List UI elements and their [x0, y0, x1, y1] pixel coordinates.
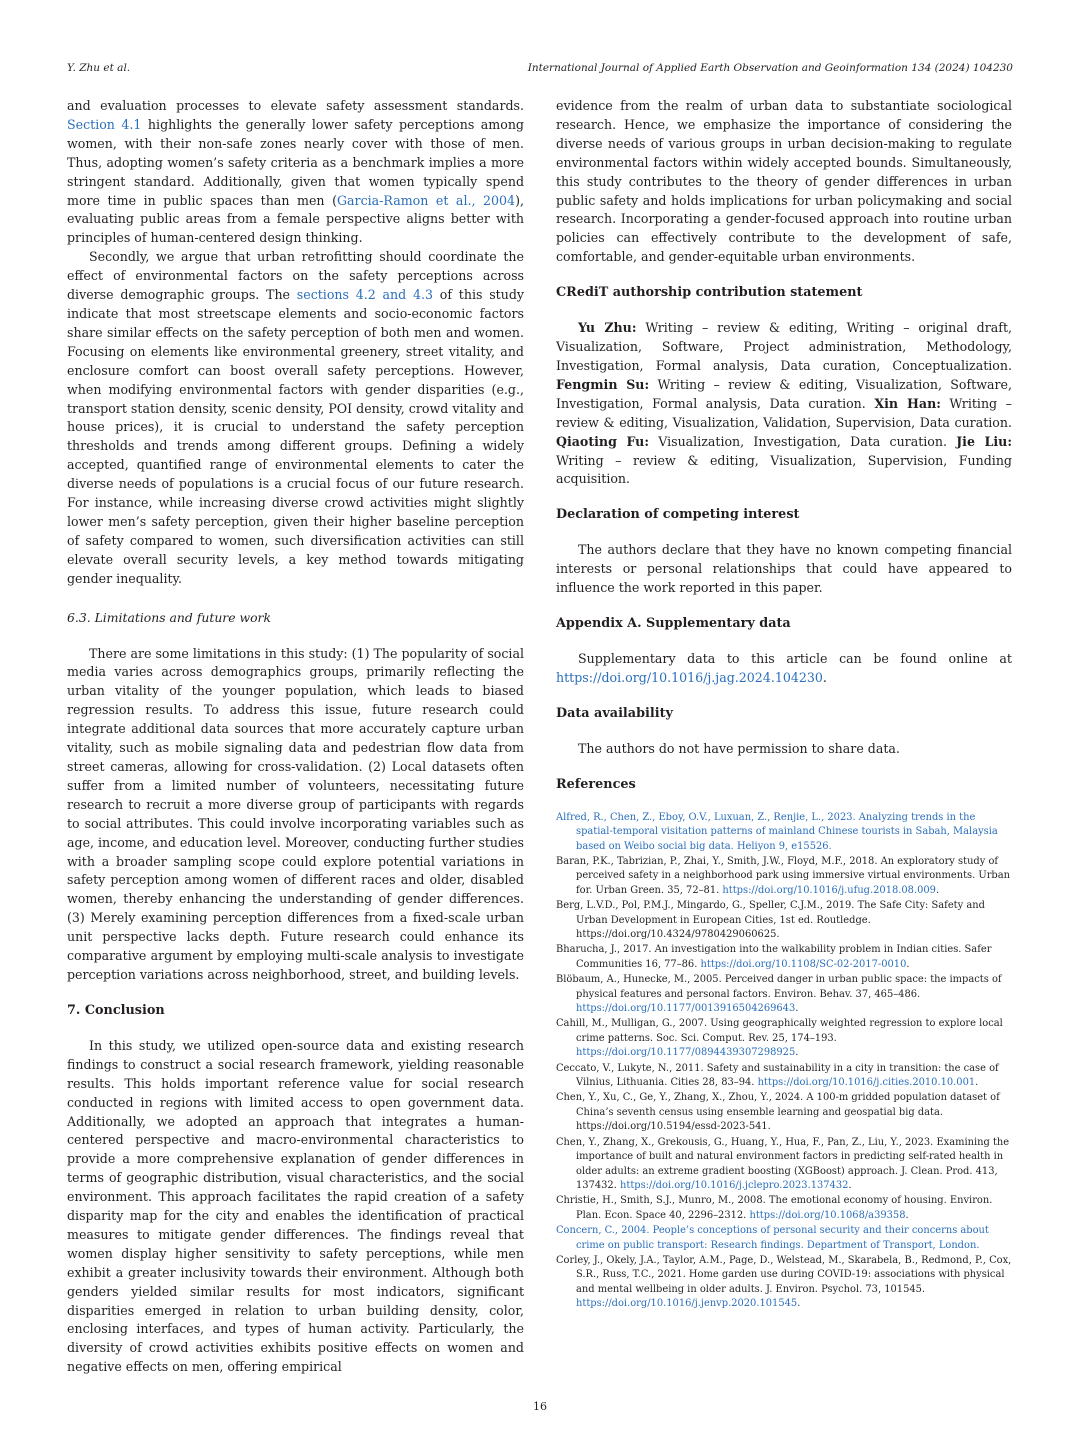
reference-item: Corley, J., Okely, J.A., Taylor, A.M., Page, D., Welstead, M., Skarabela, B., Redmond, P., Cox, S.R., Russ, T.C., 2021. Home garden use during COVID-19: associations with physical and mental wellbeing in older adults. J. Environ. Psychol. 73, 101545. https://doi.org/10.1016/j.jenvp.2020.101545.: [556, 1254, 1012, 1310]
paragraph: There are some limitations in this study: (1) The popularity of social media varies across demographics groups, primarily reflecting the urban vitality of the younger population, which leads to biased regression results. To address this issue, future research could integrate additional data sources that more accurately capture urban vitality, such as mobile signaling data and pedestrian flow data from street cameras, allowing for cross-validation. (2) Local datasets often suffer from a limited number of volunteers, necessitating future research to recruit a more diverse group of participants with regards to social attributes. This could involve incorporating variables such as age, income, and education level. Moreover, conducting further studies with a broader sampling scope could explore potential variations in safety perception among women of different races and older, disabled women, thereby enhancing the understanding of gender differences. (3) Merely examining perception differences from a fixed-scale urban unit perspective lacks depth. Future research could enhance its comparative argument by employing multi-scale analysis to investigate perception variations across neighborhood, street, and building levels.: [67, 645, 525, 982]
reference-item: [556, 1091, 1012, 1134]
reference-text[interactable]: Alfred, R., Chen, Z., Eboy, O.V., Luxuan, Z., Renjie, L., 2023. Analyzing trends in the spatial-temporal visitation patterns of mainland Chinese tourists in Sabah, Malaysia based on Weibo social big data. Heliyon 9, e15526.: [556, 811, 998, 852]
doi-link[interactable]: https://doi.org/10.1108/SC-02-2017-0010: [700, 958, 907, 970]
reference-text: Berg, L.V.D., Pol, P.M.J., Mingardo, G., Speller, C.J.M., 2019. The Safe City: Safety and Urban Development in European Cities, 1st ed. Routledge. https://doi.org/10.4324/9780429060625.: [556, 900, 985, 940]
reference-text[interactable]: Concern, C., 2004. People’s conceptions of personal security and their concerns about crime on public transport: Research findings. Department of Transport, London.: [556, 1225, 989, 1251]
doi-link[interactable]: https://doi.org/10.1177/0894439307298925: [576, 1047, 796, 1059]
reference-item: Chen, Y., Zhang, X., Grekousis, G., Huang, Y., Hua, F., Pan, Z., Liu, Y., 2023. Examining the importance of built and natural environment factors in predicting self-rated health in older adults: an extreme gradient boosting (XGBoost) approach. J. Clean. Prod. 413, 137432. https://doi.org/10.1016/j.jclepro.2023.137432.: [556, 1136, 1010, 1191]
text: Secondly, we argue that urban retrofitting should coordinate the effect of environmental factors on the safety perceptions across diverse demographic groups. The: [67, 249, 524, 303]
section-heading: 7. Conclusion: [67, 1002, 165, 1018]
credit-statement: [556, 319, 1012, 489]
left-column: [67, 97, 524, 1377]
text: Writing – review & editing, Visualization, Supervision, Funding acquisition.: [556, 452, 1012, 487]
doi-link[interactable]: https://doi.org/10.1016/j.ufug.2018.08.009: [722, 884, 936, 896]
paragraph: evidence from the realm of urban data to substantiate sociological research. Hence, we emphasize the importance of considering the diverse needs of various groups in urban decision-making to regulate environmental factors within widely accepted bounds. Simultaneously, this study contributes to the theory of gender differences in urban public safety and holds implications for urban policymaking and social research. Incorporating a gender-focused approach into routine urban policies can effectively contribute to the development of safe, comfortable, and gender-equitable urban environments.: [556, 98, 1012, 265]
reference-text: Bharucha, J., 2017. An investigation into the walkability problem in Indian cities. Safer Communities 16, 77–86.: [556, 944, 992, 970]
text: .: [822, 669, 827, 685]
reference-item: [556, 899, 1012, 942]
reference-text: Chen, Y., Zhang, X., Grekousis, G., Huang, Y., Hua, F., Pan, Z., Liu, Y., 2023. Examining the importance of built and natural environment factors in predicting self-rated health in older adults: an extreme gradient boosting (XGBoost) approach. J. Clean. Prod. 413, 137432.: [556, 1136, 1010, 1191]
reference-item: Blöbaum, A., Hunecke, M., 2005. Perceived danger in urban public space: the impacts of physical features and personal factors. Environ. Behav. 37, 465–486. https://doi.org/10.1177/0013916504269643.: [556, 974, 1002, 1015]
reference-list: [556, 811, 1012, 1312]
reference-item: Baran, P.K., Tabrizian, P., Zhai, Y., Smith, J.W., Floyd, M.F., 2018. An exploratory study of perceived safety in a neighborhood park using immersive virtual environments. Urban for. Urban Green. 35, 72–81. https://doi.org/10.1016/j.ufug.2018.08.009.: [556, 855, 1010, 896]
text: Writing – review & editing, Visualization, Validation, Supervision, Data curation.: [556, 395, 1012, 430]
section-heading: References: [556, 776, 636, 792]
paragraph: [67, 97, 524, 248]
text: highlights the generally lower safety perceptions among women, with their non-safe zones nearly cover with those of men. Thus, adopting women’s safety criteria as a benchmark implies a more stringent standard. Additionally, given that women typically spend more time in public spaces than men (: [67, 116, 524, 208]
paragraph: [67, 248, 524, 588]
reference-text: Cahill, M., Mulligan, G., 2007. Using geographically weighted regression to explore local crime patterns. Soc. Sci. Comput. Rev. 25, 174–193.: [556, 1018, 1003, 1044]
author-name: Fengmin Su:: [556, 376, 650, 392]
reference-text: Christie, H., Smith, S.J., Munro, M., 2008. The emotional economy of housing. Environ. Plan. Econ. Space 40, 2296–2312.: [556, 1195, 993, 1221]
doi-link[interactable]: https://doi.org/10.1177/0013916504269643: [576, 1003, 796, 1015]
citation-link[interactable]: Garcia-Ramon et al., 2004: [336, 192, 516, 208]
subsection-heading: 6.3. Limitations and future work: [67, 609, 271, 625]
reference-item: Bharucha, J., 2017. An investigation into the walkability problem in Indian cities. Safer Communities 16, 77–86. https://doi.org/10.1108/SC-02-2017-0010.: [556, 944, 992, 970]
text: Writing – review & editing, Writing – original draft, Visualization, Software, Project administration, Methodology, Investigation, Formal analysis, Data curation, Conceptualization.: [556, 320, 1013, 373]
paragraph: The authors declare that they have no known competing financial interests or personal relationships that could have appeared to influence the work reported in this paper.: [556, 542, 1012, 596]
text: ), evaluating public areas from a female perspective aligns better with principles of human-centered design thinking.: [67, 192, 524, 246]
right-column: [556, 97, 1012, 1313]
reference-text: Ceccato, V., Lukyte, N., 2011. Safety and sustainability in a city in transition: the case of Vilnius, Lithuania. Cities 28, 83–94.: [556, 1062, 999, 1089]
author-name: Qiaoting Fu:: [556, 433, 649, 449]
reference-item[interactable]: [556, 811, 1012, 854]
reference-text: Corley, J., Okely, J.A., Taylor, A.M., Page, D., Welstead, M., Skarabela, B., Redmond, P., Cox, S.R., Russ, T.C., 2021. Home garden use during COVID-19: associations with physical and mental wellbeing in older adults. J. Environ. Psychol. 73, 101545.: [556, 1254, 1012, 1295]
reference-item: Christie, H., Smith, S.J., Munro, M., 2008. The emotional economy of housing. Environ. Plan. Econ. Space 40, 2296–2312. https://doi.org/10.1068/a39358.: [556, 1195, 993, 1221]
section-link[interactable]: Section 4.1: [67, 116, 142, 132]
author-header: Y. Zhu et al.: [67, 62, 131, 74]
text: and evaluation processes to elevate safety assessment standards.: [67, 98, 524, 113]
text: Visualization, Investigation, Data curation.: [649, 433, 957, 449]
paragraph: The authors do not have permission to share data.: [578, 740, 900, 756]
paragraph: [556, 650, 1012, 688]
reference-item[interactable]: [556, 1224, 1012, 1253]
doi-link[interactable]: https://doi.org/10.1016/j.jclepro.2023.137432: [619, 1179, 849, 1191]
author-name: Jie Liu:: [956, 433, 1012, 449]
text: of this study indicate that most streetscape elements and socio-economic factors share similar effects on the safety perception of both men and women. Focusing on elements like environmental greenery, street vitality, and enclosure comfort can boost overall safety perceptions. However, when modifying environmental factors with gender disparities (e.g., transport station density, scenic density, POI density, crowd vitality and house prices), it is crucial to understand the safety perception thresholds and trends among different groups. Defining a widely accepted, quantified range of environmental elements to cater the diverse needs of populations is a crucial focus of our future research. For instance, while increasing diverse crowd activities might slightly lower men’s safety perception, given their higher baseline perception of safety compared to women, such diversification activities can still elevate overall security levels, a key method towards mitigating gender inequality.: [67, 287, 525, 586]
page-number: 16: [533, 1400, 547, 1413]
doi-link[interactable]: https://doi.org/10.1016/j.jenvp.2020.101545: [576, 1298, 798, 1310]
journal-header: International Journal of Applied Earth Observation and Geoinformation 134 (2024) 104230: [527, 62, 1013, 74]
reference-item: Cahill, M., Mulligan, G., 2007. Using geographically weighted regression to explore local crime patterns. Soc. Sci. Comput. Rev. 25, 174–193. https://doi.org/10.1177/0894439307298925.: [556, 1018, 1003, 1059]
running-header: [67, 62, 1013, 82]
doi-link[interactable]: https://doi.org/10.1016/j.jag.2024.104230: [556, 669, 823, 685]
author-name: Yu Zhu:: [578, 320, 637, 336]
section-link[interactable]: sections 4.2 and 4.3: [296, 287, 434, 303]
text: Writing – review & editing, Visualization, Software, Investigation, Formal analysis, Data curation.: [556, 376, 1012, 411]
doi-link[interactable]: https://doi.org/10.1016/j.cities.2010.10.001: [757, 1077, 976, 1089]
reference-text: Baran, P.K., Tabrizian, P., Zhai, Y., Smith, J.W., Floyd, M.F., 2018. An exploratory study of perceived safety in a neighborhood park using immersive virtual environments. Urban for. Urban Green. 35, 72–81.: [556, 855, 1010, 896]
paragraph: In this study, we utilized open-source data and existing research findings to construct a social research framework, yielding reasonable results. This holds important reference value for social research conducted in regions with limited access to open government data. Additionally, we adopted an approach that integrates a human-centered perspective and macro-environmental characteristics to provide a more comprehensive explanation of gender differences in terms of geographic distribution, visual characteristics, and the social environment. This approach facilitates the rapid creation of a safety disparity map for the city and enables the identification of practical measures to mitigate gender differences. The findings reveal that women display higher sensitivity to safety perceptions, while men exhibit a greater inclusivity towards their environment. Although both genders yielded similar results for most indicators, significant disparities emerged in relation to urban building density, color, enclosing interfaces, and types of human activity. Particularly, the diversity of crowd activities exhibits positive effects on women and negative effects on men, offering empirical: [67, 1037, 524, 1375]
reference-item: Ceccato, V., Lukyte, N., 2011. Safety and sustainability in a city in transition: the case of Vilnius, Lithuania. Cities 28, 83–94. https://doi.org/10.1016/j.cities.2010.10.001.: [556, 1062, 999, 1089]
section-heading: Data availability: [556, 705, 673, 721]
section-heading: CRediT authorship contribution statement: [556, 285, 863, 301]
section-heading: Declaration of competing interest: [556, 507, 800, 523]
reference-text: Blöbaum, A., Hunecke, M., 2005. Perceived danger in urban public space: the impacts of physical features and personal factors. Environ. Behav. 37, 465–486.: [556, 974, 1002, 1000]
doi-link[interactable]: https://doi.org/10.1068/a39358: [749, 1209, 906, 1221]
reference-text: Chen, Y., Xu, C., Ge, Y., Zhang, X., Zhou, Y., 2024. A 100-m gridded population dataset of China’s seventh census using ensemble learning and geospatial big data. https://doi.org/10.5194/essd-2023-541.: [556, 1092, 1000, 1133]
text: Supplementary data to this article can be found online at: [578, 651, 1012, 667]
section-heading: Appendix A. Supplementary data: [556, 616, 791, 632]
author-name: Xin Han:: [874, 395, 941, 411]
